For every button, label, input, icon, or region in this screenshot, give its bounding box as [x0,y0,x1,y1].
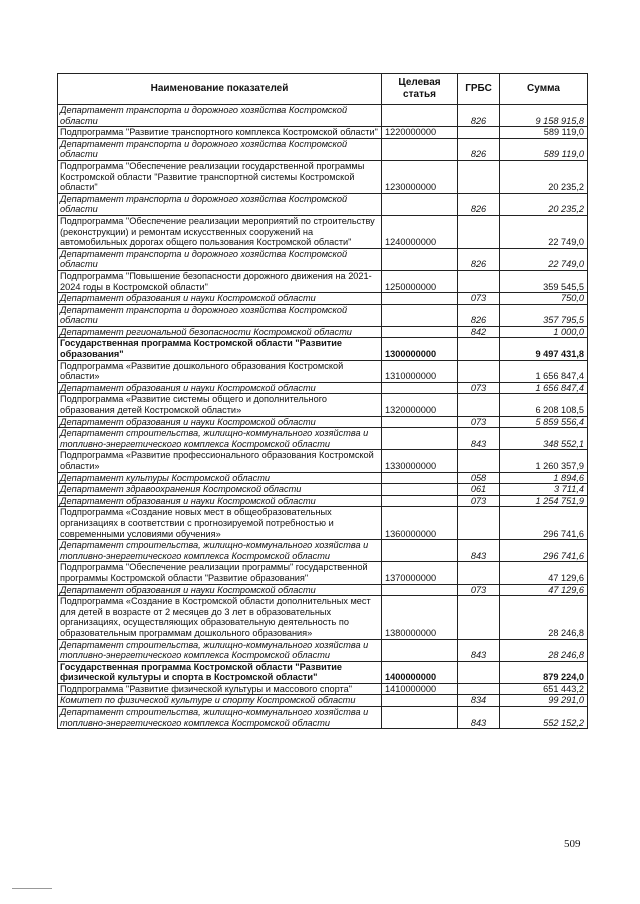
row-grbs: 826 [458,105,500,127]
row-grbs [458,562,500,584]
row-name: Департамент строительства, жилищно-коммунального хозяйства и топливно-энергетического комплекса Костромской области [58,540,382,562]
row-grbs: 073 [458,495,500,507]
row-name: Подпрограмма «Развитие дошкольного образования Костромской области» [58,360,382,382]
row-grbs: 842 [458,326,500,338]
row-sum: 1 894,6 [500,472,588,484]
row-target-article: 1320000000 [382,394,458,416]
row-sum: 28 246,8 [500,596,588,639]
table-row [58,304,588,326]
table-row [58,138,588,160]
row-grbs [458,160,500,193]
row-name: Департамент культуры Костромской области [58,472,382,484]
header-target-article: Целевая статья [382,74,458,105]
row-grbs [458,127,500,139]
row-target-article: 1360000000 [382,507,458,540]
table-row [58,360,588,382]
row-target-article [382,326,458,338]
row-sum: 47 129,6 [500,562,588,584]
row-name: Департамент транспорта и дорожного хозяйства Костромской области [58,193,382,215]
budget-table [57,73,588,729]
row-grbs [458,270,500,292]
row-grbs: 843 [458,639,500,661]
row-sum: 651 443,2 [500,683,588,695]
row-sum: 9 497 431,8 [500,338,588,360]
row-target-article: 1370000000 [382,562,458,584]
row-grbs [458,507,500,540]
footer-mark [12,888,52,889]
row-name: Государственная программа Костромской области "Развитие физической культуры и спорта в Костромской области" [58,661,382,683]
row-name: Департамент здравоохранения Костромской области [58,484,382,496]
row-name: Подпрограмма «Создание в Костромской области дополнительных мест для детей в возрасте от 2 месяцев до 3 лет в образовательных организациях, осуществляющих образовательную деятельность по образовательным программам дошкольного образования» [58,596,382,639]
row-grbs: 826 [458,304,500,326]
row-grbs: 826 [458,193,500,215]
row-grbs [458,596,500,639]
row-target-article [382,428,458,450]
table-row [58,472,588,484]
table-row [58,661,588,683]
row-sum: 22 749,0 [500,248,588,270]
row-target-article: 1240000000 [382,215,458,248]
table-row [58,193,588,215]
row-name: Департамент образования и науки Костромской области [58,584,382,596]
table-row [58,215,588,248]
row-target-article [382,248,458,270]
row-sum: 3 711,4 [500,484,588,496]
table-row [58,428,588,450]
row-grbs: 073 [458,416,500,428]
row-sum: 348 552,1 [500,428,588,450]
table-row [58,382,588,394]
row-sum: 20 235,2 [500,160,588,193]
row-grbs [458,215,500,248]
page-number: 509 [564,838,581,850]
row-name: Подпрограмма "Обеспечение реализации мероприятий по строительству (реконструкции) и ремонтам искусственных сооружений на автомобильных дорогах общего пользования Костромской области" [58,215,382,248]
row-sum: 6 208 108,5 [500,394,588,416]
row-sum: 552 152,2 [500,707,588,729]
table-row [58,507,588,540]
row-sum: 28 246,8 [500,639,588,661]
row-grbs [458,683,500,695]
row-name: Департамент образования и науки Костромской области [58,293,382,305]
row-name: Подпрограмма «Создание новых мест в общеобразовательных организациях в соответствии с прогнозируемой потребностью и современными условиями обучения» [58,507,382,540]
row-grbs [458,394,500,416]
row-sum: 47 129,6 [500,584,588,596]
row-target-article [382,293,458,305]
row-target-article [382,193,458,215]
row-target-article [382,138,458,160]
row-grbs [458,338,500,360]
row-target-article: 1220000000 [382,127,458,139]
row-grbs: 843 [458,540,500,562]
row-target-article [382,105,458,127]
table-row [58,450,588,472]
row-grbs: 843 [458,428,500,450]
row-sum: 357 795,5 [500,304,588,326]
row-grbs: 073 [458,382,500,394]
row-name: Департамент образования и науки Костромской области [58,495,382,507]
table-row [58,584,588,596]
table-row [58,394,588,416]
row-name: Подпрограмма "Повышение безопасности дорожного движения на 2021-2024 годы в Костромской области" [58,270,382,292]
row-target-article [382,382,458,394]
table-row [58,639,588,661]
row-name: Подпрограмма "Развитие транспортного комплекса Костромской области" [58,127,382,139]
table-row [58,540,588,562]
table-row [58,707,588,729]
row-name: Подпрограмма "Обеспечение реализации государственной программы Костромской области "Развитие транспортной системы Костромской области" [58,160,382,193]
row-target-article [382,540,458,562]
row-target-article: 1230000000 [382,160,458,193]
row-name: Департамент транспорта и дорожного хозяйства Костромской области [58,105,382,127]
table-row [58,326,588,338]
row-name: Государственная программа Костромской области "Развитие образования" [58,338,382,360]
table-row [58,248,588,270]
row-target-article [382,707,458,729]
row-name: Департамент строительства, жилищно-коммунального хозяйства и топливно-энергетического комплекса Костромской области [58,707,382,729]
row-grbs: 843 [458,707,500,729]
row-sum: 879 224,0 [500,661,588,683]
row-name: Департамент строительства, жилищно-коммунального хозяйства и топливно-энергетического комплекса Костромской области [58,428,382,450]
row-sum: 296 741,6 [500,540,588,562]
header-grbs: ГРБС [458,74,500,105]
row-sum: 1 000,0 [500,326,588,338]
row-grbs: 826 [458,248,500,270]
table-row [58,484,588,496]
table-row [58,160,588,193]
row-target-article: 1310000000 [382,360,458,382]
table-row [58,338,588,360]
row-name: Департамент транспорта и дорожного хозяйства Костромской области [58,304,382,326]
table-row [58,270,588,292]
row-name: Департамент транспорта и дорожного хозяйства Костромской области [58,248,382,270]
row-name: Департамент образования и науки Костромской области [58,382,382,394]
row-name: Департамент строительства, жилищно-коммунального хозяйства и топливно-энергетического комплекса Костромской области [58,639,382,661]
row-grbs: 058 [458,472,500,484]
table-body [58,105,588,729]
row-target-article [382,695,458,707]
row-sum: 20 235,2 [500,193,588,215]
row-target-article [382,472,458,484]
row-sum: 589 119,0 [500,127,588,139]
row-grbs: 073 [458,584,500,596]
row-name: Департамент транспорта и дорожного хозяйства Костромской области [58,138,382,160]
row-grbs: 826 [458,138,500,160]
row-grbs [458,360,500,382]
row-name: Подпрограмма "Обеспечение реализации программы" государственной программы Костромской области "Развитие образования" [58,562,382,584]
row-grbs: 061 [458,484,500,496]
table-row [58,105,588,127]
row-target-article: 1250000000 [382,270,458,292]
row-sum: 750,0 [500,293,588,305]
header-sum: Сумма [500,74,588,105]
row-grbs [458,450,500,472]
row-target-article: 1410000000 [382,683,458,695]
row-name: Департамент образования и науки Костромской области [58,416,382,428]
row-target-article [382,639,458,661]
row-grbs [458,661,500,683]
row-target-article: 1300000000 [382,338,458,360]
row-sum: 22 749,0 [500,215,588,248]
table-header-row [58,74,588,105]
row-sum: 99 291,0 [500,695,588,707]
row-sum: 1 254 751,9 [500,495,588,507]
table-row [58,416,588,428]
row-name: Подпрограмма «Развитие профессионального образования Костромской области» [58,450,382,472]
row-sum: 359 545,5 [500,270,588,292]
row-name: Подпрограмма «Развитие системы общего и дополнительного образования детей Костромской области» [58,394,382,416]
row-sum: 296 741,6 [500,507,588,540]
row-name: Комитет по физической культуре и спорту Костромской области [58,695,382,707]
table-row [58,562,588,584]
row-sum: 1 260 357,9 [500,450,588,472]
row-sum: 1 656 847,4 [500,360,588,382]
row-sum: 9 158 915,8 [500,105,588,127]
row-sum: 1 656 847,4 [500,382,588,394]
table-row [58,495,588,507]
row-name: Подпрограмма "Развитие физической культуры и массового спорта" [58,683,382,695]
row-target-article [382,584,458,596]
row-sum: 589 119,0 [500,138,588,160]
header-name: Наименование показателей [58,74,382,105]
row-sum: 5 859 556,4 [500,416,588,428]
row-target-article: 1330000000 [382,450,458,472]
row-target-article: 1400000000 [382,661,458,683]
row-target-article: 1380000000 [382,596,458,639]
row-target-article [382,304,458,326]
row-grbs: 834 [458,695,500,707]
row-name: Департамент региональной безопасности Костромской области [58,326,382,338]
table-row [58,683,588,695]
table-row [58,293,588,305]
row-target-article [382,484,458,496]
table-row [58,127,588,139]
table-row [58,596,588,639]
row-grbs: 073 [458,293,500,305]
row-target-article [382,495,458,507]
row-target-article [382,416,458,428]
table-row [58,695,588,707]
